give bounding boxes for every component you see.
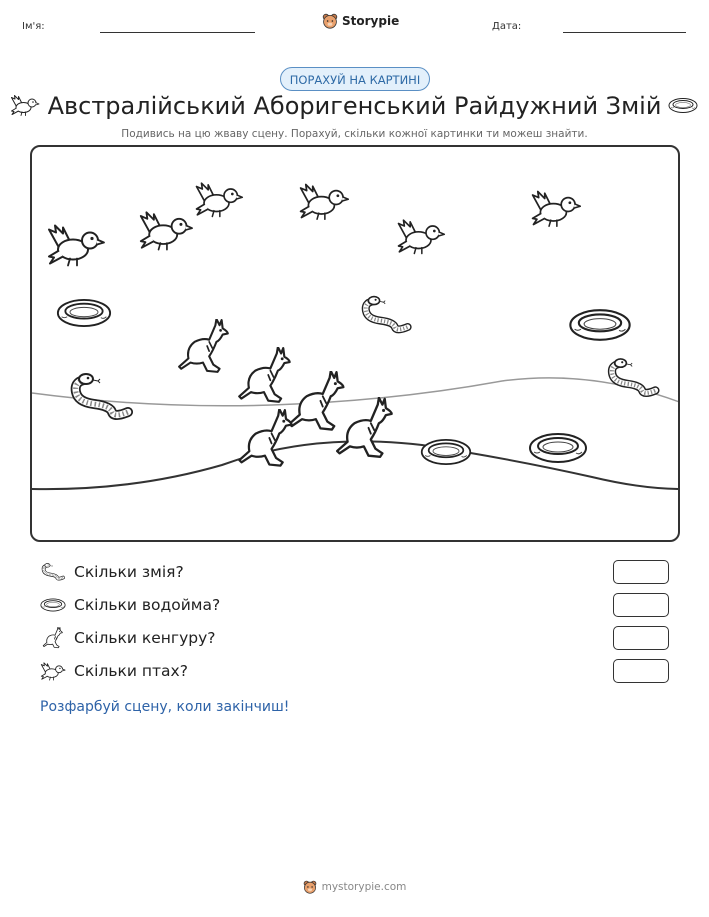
back-hill: [32, 378, 680, 406]
kangaroo-1: [179, 319, 228, 372]
question-text: Скільки кенгуру?: [74, 629, 216, 647]
snake-3: [76, 374, 128, 415]
bird-5: [399, 220, 445, 253]
answer-box-snake[interactable]: [613, 560, 669, 584]
question-text: Скільки змія?: [74, 563, 184, 581]
question-bird: [40, 660, 188, 682]
bird-6: [533, 192, 581, 227]
date-line[interactable]: [563, 32, 686, 33]
coloring-instruction: Розфарбуй сцену, коли закінчиш!: [40, 699, 290, 715]
answer-box-bird[interactable]: [613, 659, 669, 683]
kangaroo-2: [239, 347, 289, 402]
bear-icon: [322, 13, 338, 29]
bird-4: [301, 185, 349, 220]
footer: [0, 880, 709, 894]
bird-2: [141, 212, 192, 249]
waterhole-decor-icon: [668, 97, 698, 114]
snake-1: [366, 297, 408, 330]
bird-1: [49, 226, 104, 266]
bear-icon: [303, 880, 317, 894]
question-kangaroo: [40, 627, 215, 649]
answer-box-waterhole[interactable]: [613, 593, 669, 617]
scene-drawing: [32, 147, 680, 542]
activity-badge: ПОРАХУЙ НА КАРТИНІ: [280, 67, 430, 91]
footer-site: mystorypie.com: [321, 881, 407, 893]
waterhole-2: [570, 310, 629, 340]
kangaroo-3: [289, 371, 343, 430]
waterhole-4: [530, 434, 586, 462]
question-text: Скільки водойма?: [74, 596, 221, 614]
waterhole-3: [422, 440, 471, 464]
page-title: Австралійський Аборигенський Райдужний Змій: [47, 92, 662, 120]
name-line[interactable]: [100, 32, 255, 33]
question-waterhole: [40, 594, 220, 616]
kangaroo-5: [337, 398, 392, 457]
kangaroo-icon: [40, 627, 66, 649]
waterhole-1: [58, 300, 110, 326]
kangaroo-4: [239, 409, 291, 466]
brand-logo: [322, 13, 399, 29]
bird-3: [197, 183, 243, 216]
bird-icon: [40, 660, 66, 682]
brand-name: Storypie: [342, 14, 400, 28]
question-snake: [40, 561, 184, 583]
counting-scene: [30, 145, 680, 542]
snake-2: [612, 359, 655, 393]
page-subtitle: Подивись на цю жваву сцену. Порахуй, скільки кожної картинки ти можеш знайти.: [121, 128, 588, 140]
name-label: Ім'я:: [22, 21, 45, 32]
date-label: Дата:: [492, 21, 522, 32]
answer-box-kangaroo[interactable]: [613, 626, 669, 650]
waterhole-icon: [40, 594, 66, 616]
snake-icon: [40, 561, 66, 583]
question-text: Скільки птах?: [74, 662, 188, 680]
